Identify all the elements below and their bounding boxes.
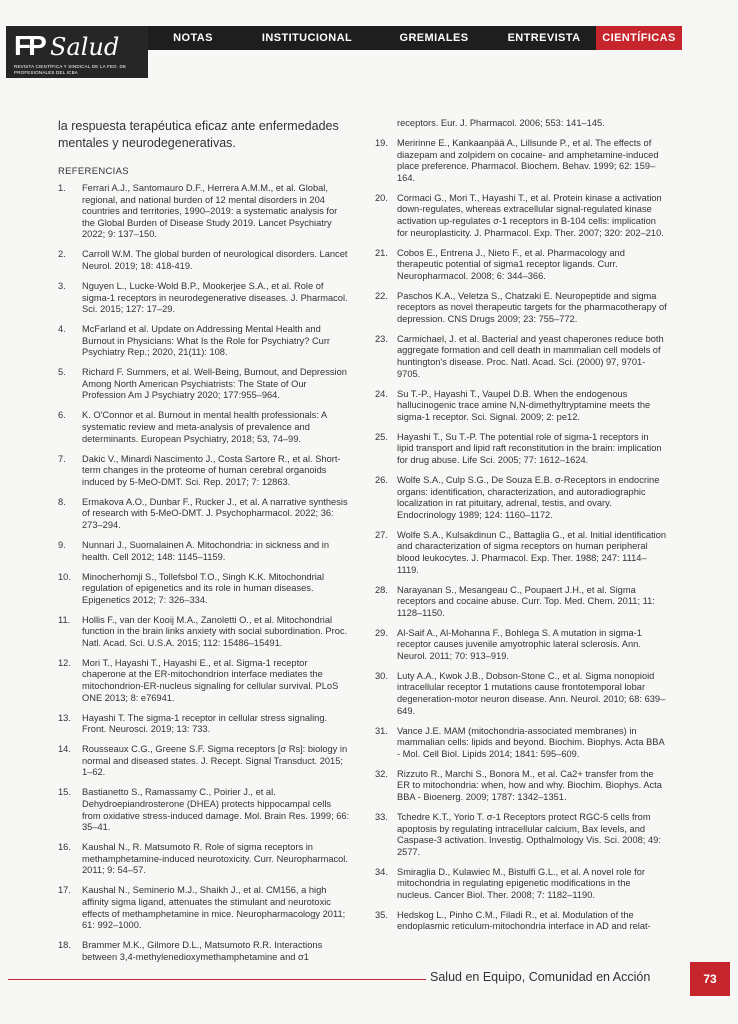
reference-item [375,671,667,717]
reference-text: Richard F. Summers, et al. Well-Being, Burnout, and Depression Among North American Psychiatrists: The State of Our Profession Am J Psychiatry 2020; 177:955–964. [82,367,347,401]
footer-divider [8,979,426,980]
reference-item [58,249,350,272]
reference-number: 17. [58,885,71,896]
reference-item [375,193,667,239]
reference-item [58,744,350,779]
reference-item [375,769,667,804]
reference-item [375,530,667,576]
reference-item [375,585,667,620]
reference-item [58,940,350,963]
reference-text: Kaushal N., R. Matsumoto R. Role of sigma receptors in methamphetamine-induced neurotoxicity. Curr. Neuropharmacol. 2011; 9: 54–57. [82,842,348,876]
reference-text: Nunnari J., Suomalainen A. Mitochondria: in sickness and in health. Cell 2012; 148: 1145–1159. [82,539,330,562]
reference-text: Bastianetto S., Ramassamy C., Poirier J., et al. Dehydroepiandrosterone (DHEA) protects hippocampal cells from oxidative stress-induced damage. Mol. Brain Res. 1999; 66: 35–41. [82,787,350,833]
reference-text: Minocherhomji S., Tollefsbol T.O., Singh K.K. Mitochondrial regulation of epigenetics and its role in human diseases. Epigenetics 2012; 7: 326–334. [82,571,325,605]
logo-subtitle: REVISTA CIENTÍFICA Y SINDICAL DE LA FED. DE PROFESIONALES DEL ICBA [14,64,127,75]
reference-text: Kaushal N., Seminerio M.J., Shaikh J., et al. CM156, a high affinity sigma ligand, attenuates the stimulant and neurotoxic effects of methamphetamine in mice. Neuropharmacology 2011; 61: 992–1000. [82,885,346,931]
reference-item [58,454,350,489]
nav-item-entrevista[interactable]: ENTREVISTA [507,32,581,44]
reference-text: Carroll W.M. The global burden of neurological disorders. Lancet Neurol. 2019; 18: 418-419. [82,249,348,271]
reference-number: 18. [58,940,71,951]
reference-item [58,410,350,445]
reference-text: Brammer M.K., Gilmore D.L., Matsumoto R.R. Interactions between 3,4-methylenedioxymethamphetamine and σ1 [82,940,323,962]
references-list-right [375,138,667,933]
reference-number: 14. [58,744,71,755]
reference-number: 10. [58,571,71,582]
reference-text: Vance J.E. MAM (mitochondria-associated membranes) in mammalian cells: lipids and beyond. Biochim. Biophys. Acta BBA - Mol. Cell Biol. Lipids 2014; 1841: 595–609. [397,725,665,759]
brand-logo[interactable] [6,26,148,78]
reference-item [58,540,350,563]
reference-number: 13. [58,712,71,723]
left-column [58,118,350,972]
reference-text: Nguyen L., Lucke-Wold B.P., Mookerjee S.A., et al. Role of sigma-1 receptors in neurodegenerative diseases. J. Pharmacol. Sci. 2015; 127: 17–29. [82,280,348,315]
reference-item [375,291,667,326]
reference-continuation [375,118,667,130]
reference-number: 29. [375,627,388,638]
reference-item [58,842,350,877]
reference-number: 24. [375,388,388,399]
reference-item [375,138,667,184]
reference-number: 1. [58,183,66,193]
reference-number: 11. [58,614,71,625]
reference-text: Luty A.A., Kwok J.B., Dobson-Stone C., et al. Sigma nonopioid intracellular receptor 1 mutations cause frontotemporal lobar degeneration-motor neuron disease. Ann. Neurol. 2010; 68: 639–649. [397,670,666,716]
reference-number: 35. [375,909,388,920]
reference-number: 6. [58,410,66,421]
section-nav [148,26,682,50]
footer-tagline: Salud en Equipo, Comunidad en Acción [430,970,651,984]
reference-number: 23. [375,333,388,344]
reference-item [375,334,667,380]
reference-item [375,432,667,467]
reference-item [58,183,350,241]
reference-number: 8. [58,496,66,507]
reference-text: Paschos K.A., Veletza S., Chatzaki E. Neuropeptide and sigma receptors as novel therapeutic targets for the pharmacotherapy of depression. CNS Drugs 2009; 23: 755–772. [397,290,667,324]
reference-number: 28. [375,584,388,595]
reference-item [58,497,350,532]
reference-number: 26. [375,474,388,485]
reference-number: 21. [375,247,388,258]
references-list-left [58,183,350,963]
reference-item [58,787,350,833]
reference-text: Ermakova A.O., Dunbar F., Rucker J., et al. A narrative synthesis of research with 5-MeO-DMT. J. Psychopharmacol. 2022; 36: 273–294. [82,496,348,530]
reference-item [58,615,350,650]
reference-number: 22. [375,290,388,301]
reference-text: Cormaci G., Mori T., Hayashi T., et al. Protein kinase a activation down-regulates, whereas extracellular signal-regulated kinase activation up-regulates σ-1 receptors in B-104 cells: implication for neuroplasticity. J. Pharmacol. Exp. Ther. 2007; 320: 202–210. [397,192,664,238]
reference-text: Wolfe S.A., Culp S.G., De Souza E.B. σ-Receptors in endocrine organs: identification, characterization, and autoradiographic localization in rat pituitary, adrenal, testis, and ovary. Endocrinology 1989; 124: 1160–1172. [397,474,660,520]
reference-number: 30. [375,670,388,681]
reference-text: Meririnne E., Kankaanpää A., Lillsunde P., et al. The effects of diazepam and zolpidem on cocaine- and amphetamine-induced place preference. Pharmacol. Biochem. Behav. 1999; 62: 159–164. [397,137,659,183]
reference-text: Hayashi T. The sigma-1 receptor in cellular stress signaling. Front. Neurosci. 2019; 13: 733. [82,712,328,735]
reference-number: 4. [58,324,66,335]
reference-text: Smiraglia D., Kulawiec M., Bistulfi G.L., et al. A novel role for mitochondria in regulating epigenetic modifications in the nucleus. Cancer Biol. Ther. 2008; 7: 1182–1190. [397,866,646,900]
reference-text: Rousseaux C.G., Greene S.F. Sigma receptors [σ Rs]: biology in normal and diseased states. J. Recept. Signal Transduct. 2015; 1–62. [82,744,348,778]
reference-number: 32. [375,768,388,779]
intro-paragraph: la respuesta terapéutica eficaz ante enfermedades mentales y neurodegenerativas. [58,119,339,150]
reference-number: 5. [58,367,66,378]
reference-number: 12. [58,657,71,668]
reference-number: 3. [58,280,66,291]
reference-number: 19. [375,137,388,148]
reference-text: Hayashi T., Su T.-P. The potential role of sigma-1 receptors in lipid transport and lipid raft reconstitution in the brain: implication for drug abuse. Life Sci. 2005; 77: 1612–1624. [397,431,662,465]
reference-text: receptors. Eur. J. Pharmacol. 2006; 553: 141–145. [397,118,605,128]
reference-text: Rizzuto R., Marchi S., Bonora M., et al. Ca2+ transfer from the ER to mitochondria: when, how and why. Biochim. Biophys. Acta BBA - Bioenerg. 2009; 1787: 1342–1351. [397,768,662,802]
reference-text: Tchedre K.T., Yorio T. σ-1 Receptors protect RGC-5 cells from apoptosis by regulating intracellular calcium, Bax levels, and Caspase-3 activation. Investig. Opthalmology Vis. Sci. 2008; 49: 2577. [397,811,661,857]
reference-item [58,324,350,359]
reference-text: Hollis F., van der Kooij M.A., Zanoletti O., et al. Mitochondrial function in the brain links anxiety with social subordination. Proc. Natl. Acad. Sci. U.S.A. 2015; 112: 15486–15491. [82,614,348,648]
page-header [0,22,738,80]
reference-text: Al-Saif A., Al-Mohanna F., Bohlega S. A mutation in sigma-1 receptor causes juvenile amyotrophic lateral sclerosis. Ann. Neurol. 2011; 70: 913–919. [397,627,642,661]
reference-number: 25. [375,431,388,442]
reference-item [375,628,667,663]
reference-item [58,885,350,931]
reference-text: Narayanan S., Mesangeau C., Poupaert J.H., et al. Sigma receptors and cocaine abuse. Curr. Top. Med. Chem. 2011; 11: 1128–1150. [397,584,655,618]
nav-item-gremiales[interactable]: GREMIALES [399,32,469,44]
reference-text: Wolfe S.A., Kulsakdinun C., Battaglia G., et al. Initial identification and characterization of sigma receptors on human peripheral blood leukocytes. J. Pharmacol. Exp. Ther. 1988; 247: 1114–1119. [397,529,667,575]
reference-item [375,812,667,858]
reference-number: 33. [375,811,388,822]
reference-number [375,118,397,130]
reference-text: Mori T., Hayashi T., Hayashi E., et al. Sigma-1 receptor chaperone at the ER-mitochondrion interface mediates the mitochondrion-ER-nucleus signaling for cellular survival. PLoS ONE 2013; 8: e76941. [82,657,339,703]
reference-text: Ferrari A.J., Santomauro D.F., Herrera A.M.M., et al. Global, regional, and national burden of 12 mental disorders in 204 countries and territories, 1990–2019: a systematic analysis for the Global Burden of Disease Study 2019. Lancet Psychiatry 2022; 9: 137–150. [82,183,338,240]
reference-item [58,572,350,607]
reference-item [58,281,350,316]
reference-number: 2. [58,249,66,260]
references-heading: REFERENCIAS [58,166,129,177]
reference-text: K. O'Connor et al. Burnout in mental health professionals: A systematic review and meta-analysis of prevalence and determinants. European Psychiatry, 2018; 53, 74–99. [82,410,327,444]
nav-item-notas[interactable]: NOTAS [173,32,213,44]
reference-number: 7. [58,453,66,464]
nav-item-institucional[interactable]: INSTITUCIONAL [261,32,353,44]
logo-salud-text: Salud [50,33,120,61]
reference-number: 9. [58,539,66,550]
reference-number: 20. [375,192,388,203]
reference-number: 31. [375,725,388,736]
reference-item [375,726,667,761]
reference-item [58,713,350,736]
page-number: 73 [690,962,730,996]
right-column [375,118,667,941]
reference-number: 27. [375,529,388,540]
reference-item [375,248,667,283]
logo-fp-mark: FP [14,30,44,61]
reference-text: Su T.-P., Hayashi T., Vaupel D.B. When the endogenous hallucinogenic trace amine N,N-dimethyltryptamine meets the sigma-1 receptor. Sci. Signal. 2009; 2: pe12. [397,388,651,422]
reference-item [375,475,667,521]
reference-text: Hedskog L., Pinho C.M., Filadi R., et al. Modulation of the endoplasmic reticulum-mitochondria interface in AD and relat- [397,909,651,932]
reference-number: 34. [375,866,388,877]
reference-text: Carmichael, J. et al. Bacterial and yeast chaperones reduce both aggregate formation and cell death in mammalian cell models of huntington's disease. Proc. Natl. Acad. Sci. (2000) 97, 9701-9705. [397,333,664,379]
reference-item [375,910,667,933]
reference-text: Dakic V., Minardi Nascimento J., Costa Sartore R., et al. Short-term changes in the proteome of human cerebral organoids induced by 5-MeO-DMT. Sci. Rep. 2017; 7: 12863. [82,453,341,487]
reference-item [58,367,350,402]
nav-item-cientificas[interactable]: CIENTÍFICAS [596,26,682,50]
reference-number: 15. [58,787,71,798]
reference-item [375,389,667,424]
reference-number: 16. [58,842,71,853]
reference-text: Cobos E., Entrena J., Nieto F., et al. Pharmacology and therapeutic potential of sigma1 receptor ligands. Curr. Neuropharmacol. 2008; 6: 344–366. [397,247,625,281]
reference-item [375,867,667,902]
reference-item [58,658,350,704]
reference-text: McFarland et al. Update on Addressing Mental Health and Burnout in Physicians: What Is the Role for Psychiatry? Curr Psychiatry Rep.; 2020, 21(11): 108. [82,324,331,358]
